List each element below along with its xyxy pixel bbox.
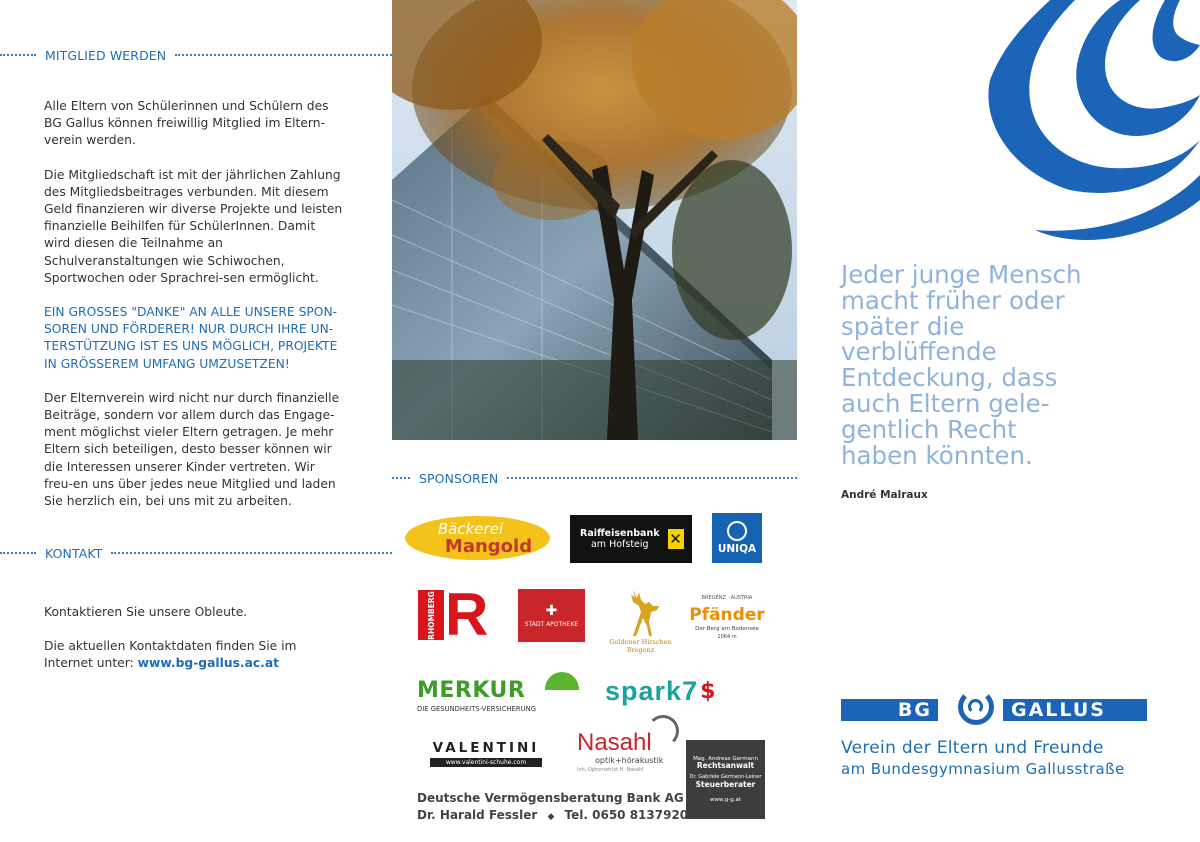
member-section-header [0, 48, 392, 62]
rhomberg-logo [418, 581, 494, 648]
swirl-icon [980, 0, 1200, 250]
contact-paragraph-2 [44, 638, 344, 672]
sparkasse-logo [605, 676, 767, 706]
uniqa-label: UNIQA [717, 543, 757, 555]
contact-text [44, 604, 344, 673]
sparkasse-label: spark [605, 675, 683, 706]
mangold-label: Mangold [444, 536, 533, 557]
pfaender-height: 1064 m [717, 633, 737, 640]
sparkasse-seven-mark: 7 [682, 675, 698, 706]
school-building-photo [392, 0, 797, 440]
member-paragraph-2: Die Mitgliedschaft ist mit der jährlichen Zahlung des Mitgliedsbeitrages verbunden. Mit diesem Geld finanzieren wir diverse Projekte und leisten finanzielle Beihilfen für SchülerInnen. Damit wird diesen die Teilnahme an Schulveranstaltungen wie Schiwochen, Sportwochen oder Sprachrei-sen ermöglicht. [44, 167, 343, 285]
sparkasse-s-icon: $ [700, 678, 716, 704]
hirschen-line-2: Bregenz [626, 646, 655, 654]
valentini-logo [417, 738, 555, 768]
merkur-subtitle: DIE GESUNDHEITS-VERSICHERUNG [417, 705, 536, 713]
dvag-sponsor-text [417, 790, 688, 826]
dvag-contact [417, 807, 688, 826]
photo-illustration [392, 0, 797, 440]
valentini-label: VALENTINI [432, 739, 540, 756]
dvag-phone: Tel. 0650 8137920 [564, 808, 689, 822]
nasahl-logo [577, 715, 677, 777]
nasahl-small-print: Inh. Optometrist H. Nasahl [577, 766, 644, 773]
logo-swirl-icon [958, 689, 994, 725]
divider [507, 477, 797, 479]
lawyer-line-2: Rechtsanwalt [696, 761, 755, 770]
divider [0, 552, 36, 554]
lawyer-line-4: Steuerberater [695, 779, 756, 789]
contact-paragraph-1: Kontaktieren Sie unsere Obleute. [44, 605, 248, 619]
baeckerei-label: Bäckerei [437, 520, 504, 538]
raiffeisenbank-logo [570, 515, 692, 563]
dvag-name: Dr. Harald Fessler [417, 808, 538, 822]
member-heading: MITGLIED WERDEN [45, 47, 167, 63]
logo-bg-text: BG [897, 699, 932, 721]
sponsors-section-header [392, 471, 797, 485]
member-paragraph-3: Der Elternverein wird nicht nur durch finanzielle Beiträge, sondern vor allem durch das Engage-ment möglichst vieler Eltern getragen. Je mehr Eltern sich beteiligen, desto besser können wir die Interessen unserer Kinder vertreten. Wir freu-en uns über jedes neue Mitglied und laden Sie herzlich ein, bei uns mit zu arbeiten. [44, 390, 340, 509]
logo-swirl-core [968, 699, 983, 714]
lawyer-line-1: Mag. Andreas Germann [693, 755, 758, 762]
dvag-company: Deutsche Vermögensberatung Bank AG [417, 791, 684, 805]
divider [0, 54, 36, 56]
separator-dot-icon: ◆ [547, 812, 555, 822]
merkur-logo [417, 670, 582, 714]
logo-gallus-text: GALLUS [1011, 699, 1106, 721]
raiffeisen-text [580, 528, 660, 550]
thanks-paragraph: EIN GROSSES "DANKE" AN ALLE UNSERE SPON-SOREN UND FÖRDERER! NUR DURCH IHRE UN-TERSTÜTZUNG IST ES UNS MÖGLICH, PROJEKTE IN GRÖSSEREM UMFANG UMZUSETZEN! [44, 305, 338, 371]
merkur-label: MERKUR [417, 678, 526, 703]
deer-icon [619, 588, 663, 638]
germann-law-logo [686, 740, 765, 819]
rhomberg-r-letter: R [445, 581, 489, 648]
member-text [44, 98, 344, 510]
contact-section-header [0, 546, 392, 560]
raiffeisen-line-1: Raiffeisenbank [580, 528, 660, 539]
merkur-umbrella-icon [545, 672, 579, 690]
contact-text-lead: Die aktuellen Kontaktdaten finden Sie im Internet unter: [44, 639, 297, 671]
raiffeisen-gable-icon: ✕ [669, 530, 682, 548]
apotheke-label: STADT APOTHEKE [524, 620, 579, 628]
divider [392, 477, 410, 479]
hirschen-line-1: Goldener Hirschen [609, 638, 672, 646]
rhomberg-band [418, 590, 444, 640]
quote-text: Jeder junge Mensch macht früher oder später die verblüffende Entdeckung, dass auch Eltern gele-gentlich Recht haben könnten. [841, 260, 1082, 470]
bg-gallus-logo [841, 688, 1147, 724]
raiffeisen-line-2: am Hofsteig [590, 539, 649, 550]
logo-bar-right [1003, 699, 1147, 721]
apotheke-cross-icon: ✚ [545, 602, 558, 619]
lawyer-line-3: Dr. Gabriele Germann-Leiner [689, 774, 762, 781]
baeckerei-mangold-logo [405, 516, 550, 560]
contact-heading: KONTAKT [45, 545, 103, 561]
lawyer-url: www.g-g.at [710, 797, 741, 803]
website-link[interactable]: www.bg-gallus.ac.at [137, 656, 280, 671]
pfaender-logo [688, 584, 766, 652]
goldener-hirschen-logo [603, 582, 678, 660]
sponsors-heading: SPONSOREN [419, 470, 499, 486]
nasahl-eye-icon [647, 715, 679, 747]
rhomberg-label: RHOMBERG [426, 590, 436, 640]
quote-author: André Malraux [841, 489, 928, 501]
uniqa-emblem-icon [727, 521, 747, 541]
nasahl-subtitle: optik+hörakustik [595, 755, 664, 765]
stadt-apotheke-logo [518, 589, 585, 642]
pfaender-label: Pfänder [689, 605, 765, 626]
valentini-url: www.valentini-schuhe.com [430, 758, 542, 767]
logo-bar-left [841, 699, 938, 721]
organization-name [841, 738, 1161, 780]
divider [111, 552, 392, 554]
uniqa-logo [712, 513, 762, 563]
swirl-graphic [980, 0, 1200, 250]
member-paragraph-1: Alle Eltern von Schülerinnen und Schülern des BG Gallus können freiwillig Mitglied im Eltern-verein werden. [44, 99, 329, 148]
nasahl-label: Nasahl [577, 728, 652, 756]
pfaender-top: BREGENZ · AUSTRIA [701, 595, 753, 602]
pfaender-subtitle: Der Berg am Bodensee [695, 626, 759, 633]
org-line-1: Verein der Eltern und Freunde [841, 738, 1104, 758]
divider [175, 54, 392, 56]
org-line-2: am Bundesgymnasium Gallusstraße [841, 760, 1125, 778]
